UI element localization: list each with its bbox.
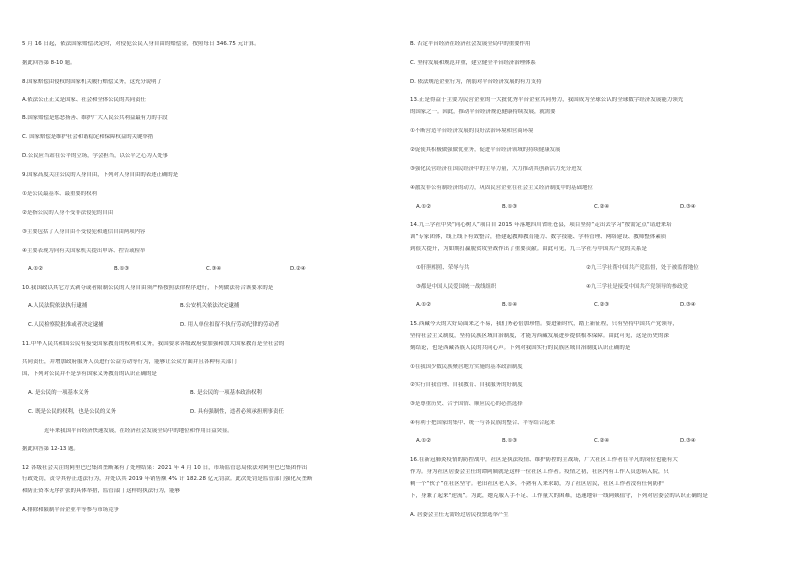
question-10-option-c: C.人民检察院批准或者决定逮捕: [28, 322, 104, 328]
question-15-line-3: 刻结论，也是西藏各族人民的共同心声。下列对我国实行的民族区域自治制度认识正确的是: [410, 345, 631, 351]
question-14-item-3: ③都是中国人民爱国统一战线组织: [416, 284, 497, 290]
question-12: 12 各级社会关注的阿里巴巴集团垄断案有了处理结果：2021 年 4 月 10 日，市场监管总局依法对阿里巴巴集团作出: [22, 465, 308, 471]
question-15: 15.西藏今天的大好局面来之不易，我们务必倍加珍惜。要进新时代，踏上新征程，只有坚持中国共产党领导，: [410, 321, 678, 327]
question-14-choice-d: D.③④: [680, 302, 696, 308]
question-15-item-2: ②实行自我管理、自我教育、自我服务的好制度: [410, 382, 523, 388]
question-8-option-d: D.公民应当站在公平的立场，学会担当，以公平之心为人处事: [22, 153, 169, 159]
question-11-line-2: 共同责任，并增加政府服务人员进行公益劳动等行为，能够让公众方面并且各种有关部门: [22, 359, 237, 365]
question-15-item-1: ①在我国少数民族聚居地方实施的基本政治制度: [410, 364, 523, 370]
intro-line: 5 月 16 日起，依法国家赔偿决定时，对侵犯公民人身自由的赔偿金，按照每日 346.75 元计算。: [22, 41, 260, 47]
question-16-line-2: 作为。身为社区居委会主任的谭阿姨就是这样一位社区工作者。疫情之初，社区内有工作人员患病入院，只: [410, 469, 669, 475]
question-12-option-a: A.排除和限制平台企业平等参与市场竞争: [22, 507, 119, 513]
question-12-line-2: 行政处罚，责令其停止违法行为，并处以其 2019 年销售额 4% 计 182.28 亿元罚款。此次处罚是监管部门强化反垄断: [22, 476, 313, 482]
question-8-option-a: A.依法公正正义是国家、社会和全体公民的共同责任: [22, 97, 146, 103]
instruction-12-13: 据此回答第 12-13 题。: [22, 446, 79, 452]
question-9-choice-c: C.③④: [206, 266, 222, 272]
question-14-item-2: ②九三学社帮中国共产党监督，处于被监督地位: [586, 265, 699, 271]
question-16-option-a: A. 居委会主任无需经过居民投票选举产生: [410, 512, 509, 518]
question-15-choices: [410, 438, 780, 445]
question-10: 10.我国政以其它方式剥夺或者限制公民的人身自由须严格按照法律程序进行，下列做法符合该要求的是: [22, 285, 274, 291]
question-15-choice-b: B.①③: [502, 438, 518, 444]
question-13-item-3: ③强化民营经济在国民经济中的主导力量，大力推动其创新活力充分迸发: [410, 166, 582, 172]
question-14-line-2: 训”专家团体，线上线下有效整合，搭建起教师教育能力、数字技能、学科管理、网络建设、教师整体素质: [410, 234, 667, 240]
question-13-item-1: ①不断营造平台经济发展的良好法治环境和营商环境: [410, 128, 534, 134]
question-9: 9.国家高度关注公民的人身自由，下列对人身自由的表述正确的是: [22, 172, 179, 178]
question-14-line-3: 到很大提升，为如期打赢脱贫攻坚战作出了重要贡献。由此可见，九三学社与中国共产党的关系是: [410, 246, 647, 252]
question-15-choice-c: C.②④: [594, 438, 610, 444]
question-14-item-1: ①肝胆相照、荣辱与共: [416, 265, 470, 271]
question-14-row-1: [410, 265, 780, 272]
question-11-option-c: C. 既是公民的权利，也是公民的义务: [28, 409, 117, 415]
question-13: 13.正是得益于主要为民营企业的一大批优秀平台企业共同努力，我国成为全球公认的全球数字经济发展能力领先: [410, 97, 684, 103]
question-15-line-2: 坚持社会主义制度，坚持民族区域自治制度，才能为西藏发展进步提供根本保障。由此可见，这是历史的深: [410, 333, 669, 339]
question-13-line-2: 的国家之一。因此，推动平台经济规范健康持续发展，就需要: [410, 109, 556, 115]
question-10-row-2: [22, 322, 392, 329]
question-16-line-3: 剩一个“伙子”在社区坚守。老旧社区老人多，不熟有人来求助，为了社区居民，社区工作者没有任何防护: [410, 481, 664, 487]
question-11-option-a: A. 是公民的一项基本义务: [28, 390, 89, 396]
question-14-choice-a: A.①②: [416, 302, 431, 308]
question-15-item-3: ③是尊重历史、合乎国情、顺应民心的必然选择: [410, 401, 523, 407]
question-12-line-3: 和防止资本无序扩张的具体举措，监管部门 这样的执法行为，能够: [22, 488, 181, 494]
question-13-choice-b: B.①③: [502, 204, 518, 210]
question-13-choices: [410, 204, 780, 211]
question-12-option-d: D. 依法规范企业行为，削弱对平台经济发展的有力支持: [410, 79, 542, 85]
question-12-option-b: B. 否定平台经济在经济社会发展全局中的重要作用: [410, 41, 531, 47]
question-10-option-d: D. 用人单位扣留不执行劳动纪律的劳动者: [180, 322, 280, 328]
left-column: [22, 0, 392, 562]
instruction-8-10: 据此回答第 8-10 题。: [22, 60, 76, 66]
question-8-option-c: C. 国家赔偿是维护社会和谐稳定和保障权益的关键举措: [22, 134, 154, 140]
question-13-item-4: ④激发非公有制经济的动力，巩固民营企业在社会主义经济制度中的基础地位: [410, 185, 593, 191]
question-11-line-3: 国，下列对公民并不是享有国家义务教育的认识正确的是: [22, 371, 157, 377]
question-9-item-1: ①是公民最基本、最重要的权利: [22, 191, 97, 197]
question-16-line-4: 下，身兼了起来“逆流”。为此，她克服人手不足、工作量大的困难，迅速地带一线阿姨值守，下列对居委会的认识正确的是: [410, 493, 708, 499]
right-column: [410, 0, 780, 562]
question-14-item-4: ④九三学社是接受中国共产党领导的参政党: [586, 284, 688, 290]
question-13-item-2: ②促使其积极做强做优业务，促进平台经济领域的持续健康发展: [410, 147, 561, 153]
question-10-option-a: A.人民法院依法执行逮捕: [28, 303, 88, 309]
question-9-choice-d: D.②④: [290, 266, 306, 272]
question-9-choice-a: A.①②: [28, 266, 43, 272]
passage-12-13: 近年来我国平台经济快速发展，在经济社会发展全局中的地位和作用日益突显。: [44, 428, 233, 434]
question-8-option-b: B.国家赔偿是惩恶扬善、维护广大人民公共利益最有力的手段: [22, 115, 168, 121]
question-15-item-4: ④有利于把国家的集中、统一与各民族的整合、平等结合起来: [410, 420, 555, 426]
question-15-choice-a: A.①②: [416, 438, 431, 444]
question-15-choice-d: D.③④: [680, 438, 696, 444]
question-16: 16.在新冠肺炎疫情的防控战中，社区是执法疫情、维护防控的主战场，广大社区工作者在平凡的岗位也能有大: [410, 457, 678, 463]
question-9-choice-b: B.①③: [114, 266, 130, 272]
question-11-row-2: [22, 409, 392, 416]
question-11-row-1: [22, 390, 392, 397]
question-9-choices: [22, 266, 392, 273]
question-11-option-d: D. 具有强制性，违者必须承担刑事责任: [190, 409, 284, 415]
question-11: 11.中华人民共和国公民有接受国家教育的权利和义务，我国要求各级政府要加强和加大国家教育是全社会的: [22, 341, 285, 347]
question-14-choice-c: C.②③: [594, 302, 610, 308]
question-9-item-3: ③主要包括了人身自由不受侵犯和通信自由两项内容: [22, 229, 146, 235]
question-13-choice-a: A.①②: [416, 204, 431, 210]
question-9-item-2: ②是指公民的人身不受非法侵犯的自由: [22, 210, 114, 216]
question-12-option-c: C. 坚持发展和规范并重，建立健全平台经济治理体系: [410, 60, 536, 66]
question-10-row-1: [22, 303, 392, 310]
question-9-item-4: ④主要表现为向有关国家机关提出申诉、控告或检举: [22, 248, 146, 254]
question-13-choice-d: D.③④: [680, 204, 696, 210]
question-11-option-b: B. 是公民的一项基本政治权利: [190, 390, 262, 396]
question-14-choice-b: B.①④: [502, 302, 518, 308]
question-8: 8.国家赔偿由侵权的国家机关履行赔偿义务，这充分说明了: [22, 79, 162, 85]
question-14-choices: [410, 302, 780, 309]
question-10-option-b: B.公安机关依法决定逮捕: [180, 303, 240, 309]
question-14-row-2: [410, 284, 780, 291]
question-14: 14.九三学社中央“同心树人”项目自 2015 年落地四川省旺苍县，项目坚持“走出去学习”按需定点“请进来培: [410, 222, 672, 228]
question-13-choice-c: C.②④: [594, 204, 610, 210]
